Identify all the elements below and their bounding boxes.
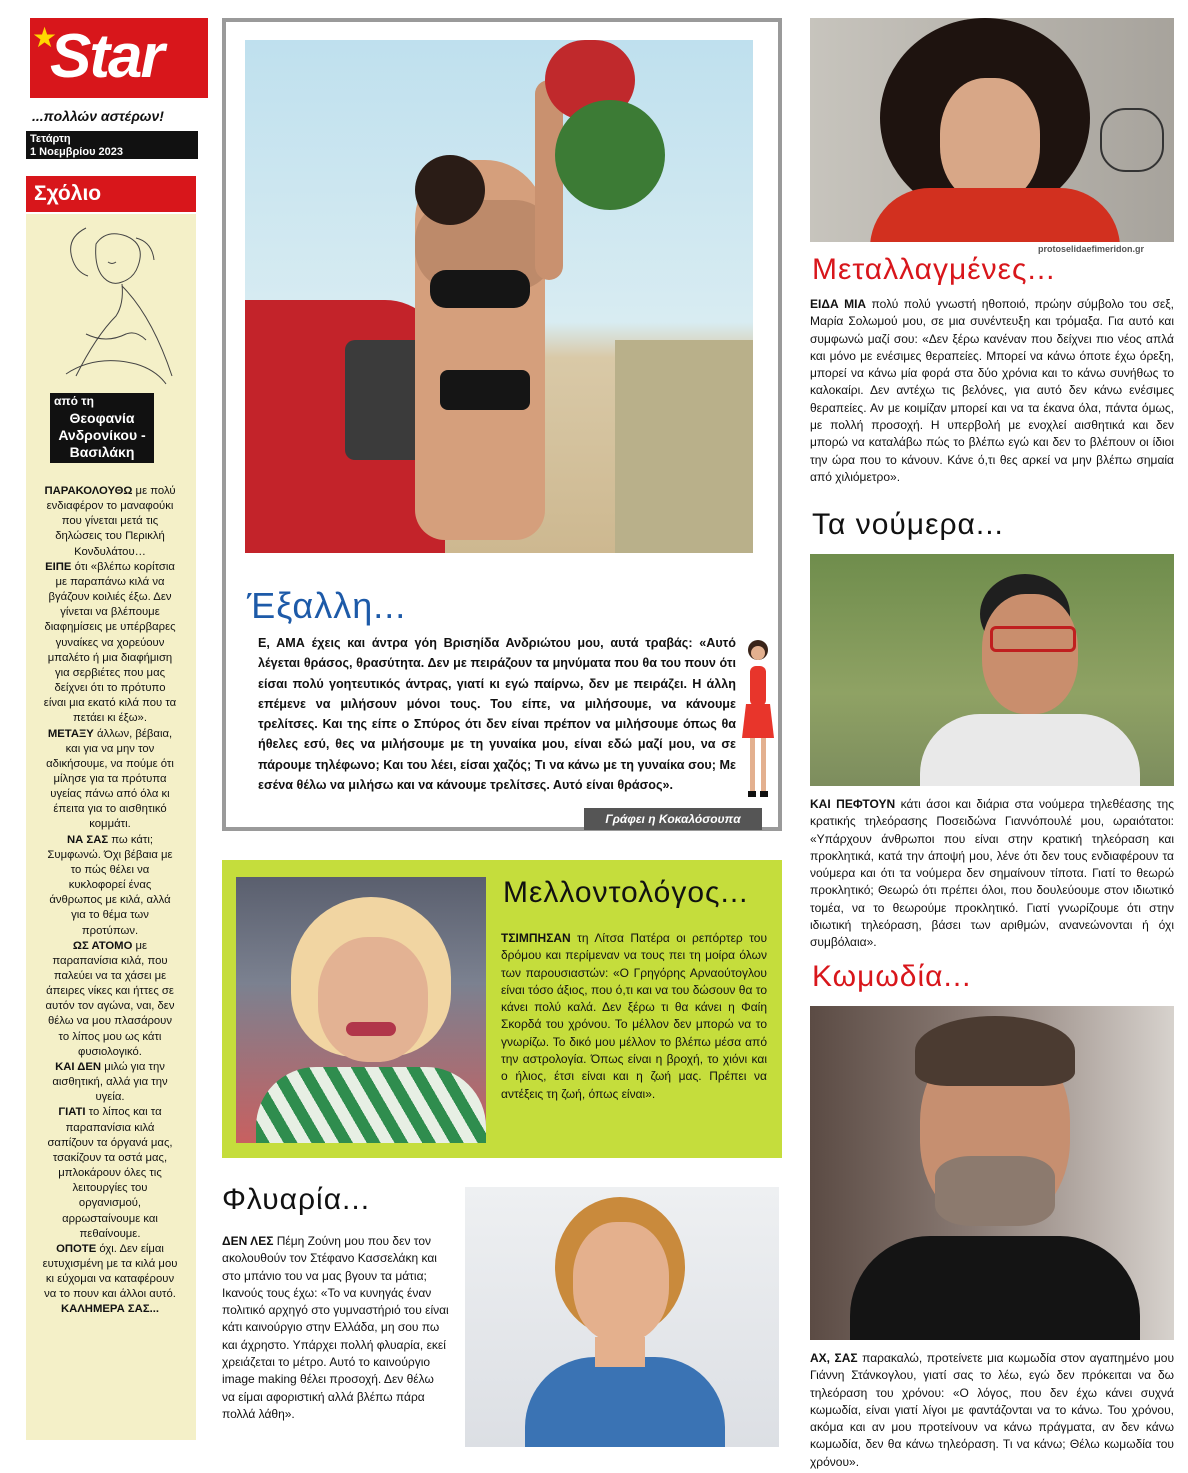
- gossip-figure-illustration: [740, 638, 776, 808]
- logo-text: Star: [50, 22, 163, 91]
- column-heading: Σχόλιο: [26, 176, 196, 212]
- star-icon: ★: [32, 22, 58, 53]
- column-text: [42, 484, 178, 1318]
- day: Τετάρτη: [30, 133, 71, 145]
- right-middle-photo: [810, 554, 1174, 786]
- right-bottom-title: Κωμωδία...: [812, 960, 972, 993]
- watermark: protoselidaefimeridon.gr: [1038, 244, 1145, 254]
- column-paragraph: ΓΙΑΤΙ το λίπος και τα παραπανίσια κιλά σαπίζουν τα όργανά μας, τσακίζουν τα οστά μας, μπλοκάρουν όλες τις λειτουργίες του οργανισμού, αρρωσταίνουμε και πεθαίνουμε.: [47, 1106, 173, 1240]
- right-top-text: ΕΙΔΑ ΜΙΑ πολύ πολύ γνωστή ηθοποιό, πρώην σύμβολο του σεξ, Μαρία Σολωμού μου, σε μια συνέντευξη και τρόμαξα. Για αυτό και συμφωνώ μαζί σου: «Δεν ξέρω κανέναν που δείχνει πιο νέος απλά και μόνο με ενέσιμες θεραπείες. Μπορεί να κάνω όποτε έχω όρεξη, μπορεί να κάνω μία φορά στα δύο χρόνια και το κάνω συνήθως το καλοκαίρι. Δεν αντέχω τις βελόνες, για αυτό δεν κάνω ενέσιμες θεραπείες. Αν με κοιμίζαν μπορεί και να τα έκανα όλα, πάντα όμως, με πολλή προσοχή. Η υπερβολή με ενοχλεί αισθητικά και δεν μπορώ να καταλάβω πώς το βλέπω εγώ και δεν το βλέπουν οι ίδιοι την ώρα που το κάνουν. Κάνε ό,τι θες αρκεί να μην βλέπω σημαία από χιλιόμετρο».: [810, 297, 1174, 484]
- column-paragraph: ΝΑ ΣΑΣ πω κάτι; Συμφωνώ. Όχι βέβαια με το πώς θέλει να κυκλοφορεί ένας άνθρωπος με κιλά, αλλά για το θέμα των προτύπων.: [47, 833, 173, 937]
- author-sketch: [26, 214, 196, 404]
- column-paragraph: ΜΕΤΑΞΥ άλλων, βέβαια, και για να μην τον αδικήσουμε, να πούμε ότι μίλησε για τα πρότυπα υγείας πάνω από όλα κι έπειτα για το αισθητικό κομμάτι.: [46, 727, 174, 831]
- star-logo: [30, 18, 208, 98]
- author-box: [50, 393, 154, 463]
- tagline: ...πολλών αστέρων!: [32, 108, 164, 124]
- right-middle-text: ΚΑΙ ΠΕΦΤΟΥΝ κάτι άσοι και διάρια στα νούμερα τηλεθέασης της κρατικής τηλεόρασης Ποσειδώνα Γιαννόπουλέ μου, ωραιότατοι: «Υπάρχουν άνθρωποι που είναι στην κρατική τηλεόραση και προκλητικά, κατά την άποψή μου, λένε ότι δεν τους ενδιαφέρουν τα νούμερα και ότι τα νούμερα δεν σημαίνουν τίποτα. Γιατί το θεωρώ προκλητικό; Θεωρώ ότι πρέπει όλοι, που δουλεύουμε στον ιδιωτικό τομέα, να το θεωρούμε προκλητικό. Γιατί γνωρίζουμε ότι στην ιδιωτική τηλεόραση, βάσει των αριθμών, ανανεώνονται ή όχι συμβόλαια».: [810, 797, 1175, 950]
- column-paragraph: ΠΑΡΑΚΟΛΟΥΘΩ με πολύ ενδιαφέρον το μαναφούκι που γίνεται μετά τις δηλώσεις του Περικλή Κονδυλάτου…: [44, 485, 176, 558]
- right-bottom-photo: [810, 1006, 1174, 1340]
- column-paragraph: ΚΑΙ ΔΕΝ μιλώ για την αισθητική, αλλά για την υγεία.: [52, 1060, 168, 1104]
- author-credit: Γράφει η Κοκαλόσουπα: [584, 808, 762, 830]
- green-story-text: ΤΣΙΜΠΗΣΑΝ τη Λίτσα Πατέρα οι ρεπόρτερ του δρόμου και περίμεναν να τους πει τη μοίρα όλων των παρουσιαστών: «Ο Γρηγόρης Αρναούτογλου είναι τόσο άξιος, που ό,τι και να του δώσουν θα το κάνει πολύ καλά. Δεν ξέρω τι θα κάνει η Φαίη Σκορδά του χρόνου. Το μέλλον δεν μπορώ να το γνωρίζω. Το δικό μου μέλλον το βλέπω μέσα από την αστρολογία. Όπως είναι η βροχή, το χιόνι και ο ήλιος, έτσι είναι και η ζωή μας. Πρέπει να αντέξεις τη ζωή, όπως είναι».: [501, 931, 767, 1101]
- column-paragraph: ΟΠΟΤΕ όχι. Δεν είμαι ευτυχισμένη με τα κιλά μου κι εύχομαι να καταφέρουν να το πουν και άλλοι αυτό.: [42, 1242, 178, 1301]
- right-top-photo: [810, 18, 1174, 242]
- column-paragraph: ΩΣ ΑΤΟΜΟ με παραπανίσια κιλά, που παλεύει να τα χάσει με άπειρες νίκες και ήττες σε αυτόν τον αγώνα, ναι, δεν θέλω να μου πλασάρουν το λίπος μου ως κάτι φυσιολογικό.: [45, 939, 175, 1058]
- main-story-photo: [245, 40, 753, 553]
- main-story-text: Ε, ΑΜΑ έχεις και άντρα γόη Βρισηίδα Ανδριώτου μου, αυτά τραβάς: «Αυτό λέγεται θράσος, θρασύτητα. Δεν με πειράζουν τα μηνύματα που θα του πουν ότι είσαι πολύ γοητευτικός άντρας, γιατί κι εγώ παίρνω, δεν με πειράζει. Η άλλη επέμενε να μιλήσουν μόνοι τους. Του είπε, να μιλήσουμε, να κάνουμε τρελίτσες. Και της είπε ο Σπύρος ότι δεν είναι πρέπον να μιλήσουμε όπως θα ήθελες εσύ, θες να μιλήσουμε με τη γυναίκα μου, είναι εδώ μαζί μου, να σε πάρουμε τηλέφωνο; Και του λέει, είσαι χαζός; Τι να κάνω με τη γυναίκα σου; Με εσένα θέλω να μιλήσω και να κάνουμε τρελίτσες. Αυτό είναι θράσος».: [258, 636, 736, 793]
- column-paragraph: ΚΑΛΗΜΕΡΑ ΣΑΣ...: [60, 1303, 160, 1316]
- date-bar: [26, 131, 198, 159]
- green-story-title: Μελλοντολόγος...: [503, 876, 749, 909]
- right-middle-title: Τα νούμερα...: [812, 508, 1004, 541]
- green-story-photo: [236, 877, 486, 1143]
- date: 1 Νοεμβρίου 2023: [30, 146, 124, 158]
- main-story-title: Έξαλλη...: [247, 585, 407, 626]
- bottom-story-photo: [465, 1187, 779, 1447]
- right-top-title: Μεταλλαγμένες...: [812, 253, 1056, 286]
- column-paragraph: ΕΙΠΕ ότι «βλέπω κορίτσια με παραπάνω κιλά να βγάζουν κοιλιές έξω. Δεν γίνεται να βλέπουμε διαφημίσεις με υπέρβαρες γυναίκες να χορεύουν μπαλέτο ή μια διαφήμιση για σερβιέτες που μας δείχνει ότι το πρότυπο είναι μια εκατό κιλά που τα πετάει κι έξω».: [43, 560, 177, 725]
- author-name: Θεοφανία Ανδρονίκου - Βασιλάκη: [58, 410, 146, 460]
- author-prefix: από τη: [54, 394, 94, 408]
- bottom-story-text: ΔΕΝ ΛΕΣ Πέμη Ζούνη μου που δεν τον ακολουθούν τον Στέφανο Κασσελάκη και στο μπάνιο του να μας βγουν τα μάτια; Ικανούς τους έχω: «Το να κυνηγάς έναν πολιτικό αρχηγό στο γυμναστήριό του είναι κάτι καινούργιο στην Ελλάδα, μη σου πω και άχρηστο. Υπάρχει πολλή φλυαρία, εκεί χρειάζεται το μέτρο. Αυτό το καινούργιο image making θέλει προσοχή. Δεν θέλω να είμαι αφοριστική αλλά βλέπω πάρα πολλά λάθη».: [222, 1234, 449, 1421]
- bottom-story-title: Φλυαρία...: [222, 1183, 371, 1216]
- right-bottom-text: ΑΧ, ΣΑΣ παρακαλώ, προτείνετε μια κωμωδία στον αγαπημένο μου Γιάννη Στάνκογλου, γιατί σας το λέω, εγώ δεν πρόκειται να δω τηλεόραση του χρόνου: «Ο λόγος, που δεν έχω κάνει συχνά κωμωδία, είναι γιατί λίγοι με φαντάζονται να το κάνω. Του χρόνου, ακόμα και αν μου προτείνουν να κάνω πράγματα, αν δεν κάνω κωμωδία, δεν θα κάνω τηλεόραση. Τι να κάνω; Θέλω κωμωδία του χρόνου».: [810, 1351, 1175, 1469]
